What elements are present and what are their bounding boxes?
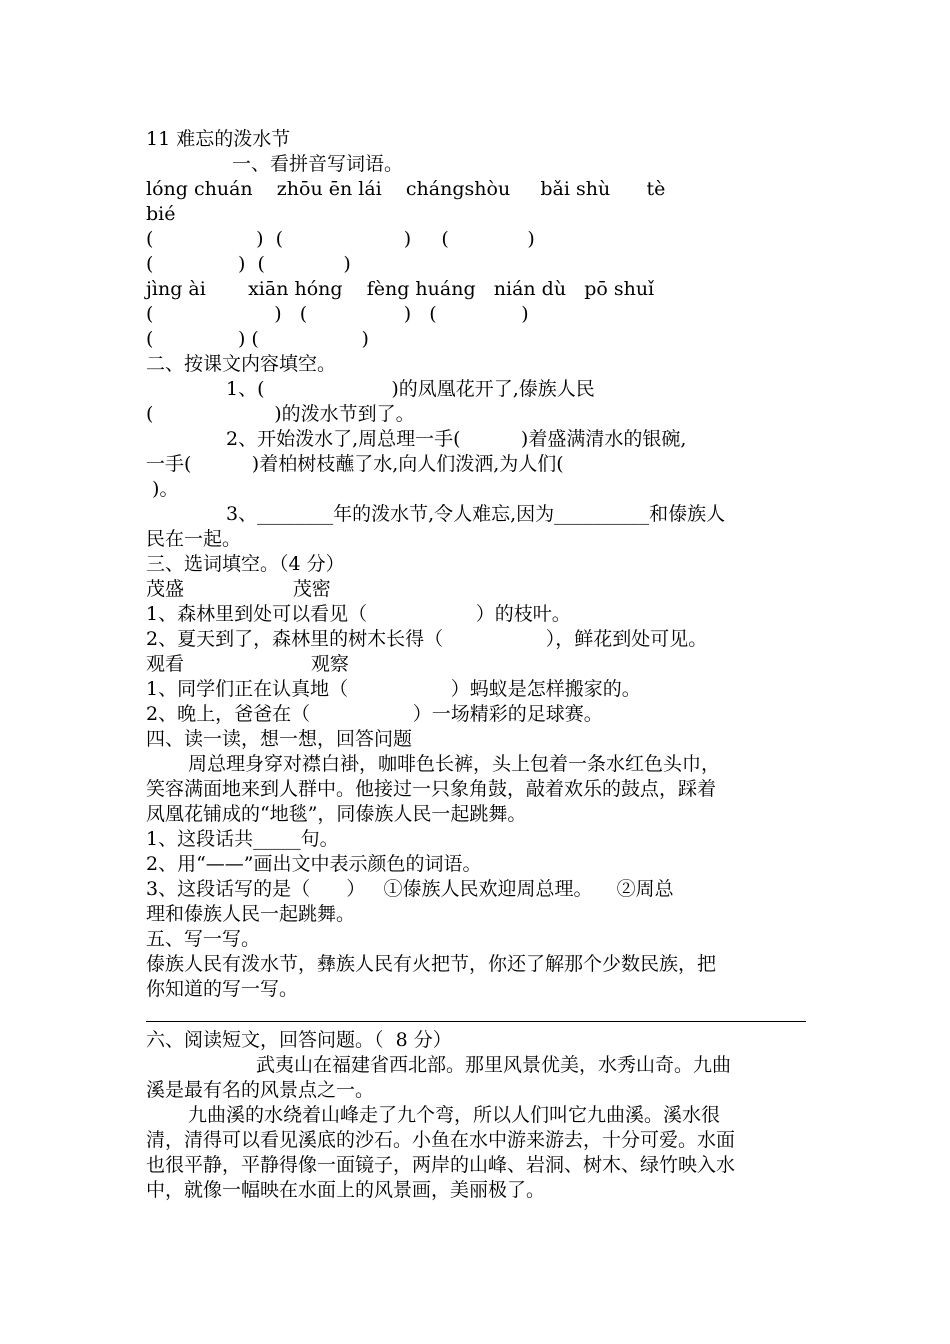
text-line: 武夷山在福建省西北部。那里风景优美，水秀山奇。九曲	[256, 1054, 732, 1076]
text-line: 溪是最有名的风景点之一。	[146, 1079, 375, 1101]
text-line: 3、________年的泼水节,令人难忘,因为__________和傣族人	[226, 503, 726, 525]
text-line: 2、夏天到了，森林里的树木长得（ ），鲜花到处可见。	[146, 628, 708, 650]
text-line: 九曲溪的水绕着山峰走了九个弯，所以人们叫它九曲溪。溪水很	[188, 1104, 721, 1126]
text-line: 三、选词填空。（4 分）	[146, 553, 345, 575]
text-line: 2、用“——”画出文中表示颜色的词语。	[146, 853, 482, 875]
text-line: ( ) ( ) ( )	[146, 303, 529, 325]
text-line: 凤凰花铺成的“地毯”，同傣族人民一起跳舞。	[146, 803, 527, 825]
text-line: 观看 观察	[146, 653, 349, 675]
text-line: bié	[146, 203, 176, 225]
text-line: 四、读一读，想一想，回答问题	[146, 728, 413, 750]
text-line: 周总理身穿对襟白褂，咖啡色长裤，头上包着一条水红色头巾，	[188, 753, 721, 775]
text-line: 1、这段话共_____句。	[146, 828, 339, 850]
text-line: 五、写一写。	[146, 928, 261, 950]
text-line: 二、按课文内容填空。	[146, 353, 337, 375]
text-line: 傣族人民有泼水节，彝族人民有火把节，你还了解那个少数民族，把	[146, 953, 717, 975]
text-line: 3、这段话写的是（ ） ①傣族人民欢迎周总理。 ②周总	[146, 878, 674, 900]
text-line: 2、晚上，爸爸在（ ）一场精彩的足球赛。	[146, 703, 603, 725]
text-line: lóng chuán zhōu ēn lái chángshòu bǎi shù tè	[146, 178, 666, 200]
text-line: 一手( )着柏树枝蘸了水,向人们泼洒,为人们(	[146, 453, 564, 475]
answer-line	[146, 1021, 806, 1022]
text-line: ( )的泼水节到了。	[146, 403, 415, 425]
text-line: 1、( )的凤凰花开了,傣族人民	[226, 378, 595, 400]
text-line: ( ) ( ) ( )	[146, 228, 535, 250]
text-line: 1、同学们正在认真地（ ）蚂蚁是怎样搬家的。	[146, 678, 641, 700]
text-line: 1、森林里到处可以看见（ ）的枝叶。	[146, 603, 571, 625]
text-line: 中，就像一幅映在水面上的风景画，美丽极了。	[146, 1179, 546, 1201]
text-line: ( ) ( )	[146, 253, 351, 275]
text-line: jìng ài xiān hóng fèng huáng nián dù pō shuǐ	[146, 278, 655, 300]
text-line: 民在一起。	[146, 528, 242, 550]
text-line: 也很平静，平静得像一面镜子，两岸的山峰、岩洞、树木、绿竹映入水	[146, 1154, 736, 1176]
text-line: 一、看拼音写词语。	[232, 153, 404, 175]
text-line: 2、开始泼水了,周总理一手( )着盛满清水的银碗,	[226, 428, 687, 450]
text-line: 清，清得可以看见溪底的沙石。小鱼在水中游来游去，十分可爱。水面	[146, 1129, 736, 1151]
text-line: )。	[146, 478, 179, 500]
text-line: ( ) ( )	[146, 328, 369, 350]
text-line: 茂盛 茂密	[146, 578, 331, 600]
text-line: 你知道的写一写。	[146, 978, 299, 1000]
text-line: 11 难忘的泼水节	[146, 128, 291, 150]
text-line: 笑容满面地来到人群中。他接过一只象角鼓，敲着欢乐的鼓点，踩着	[146, 778, 717, 800]
text-line: 六、阅读短文，回答问题。（ 8 分）	[146, 1029, 452, 1051]
text-line: 理和傣族人民一起跳舞。	[146, 903, 356, 925]
